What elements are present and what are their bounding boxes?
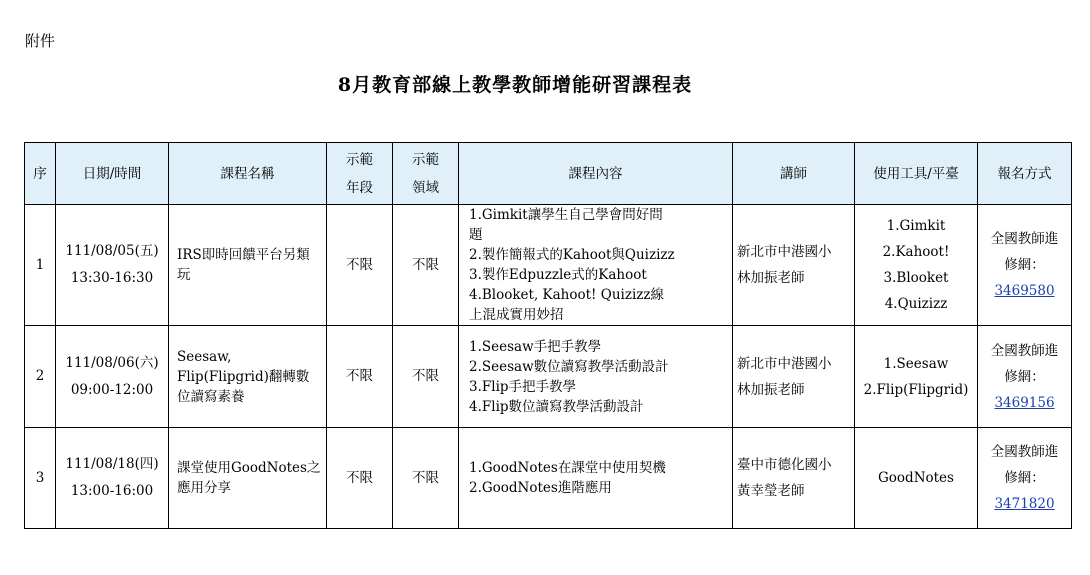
cell-content [459,428,733,529]
content-line: 1.Gimkit讓學生自己學會問好問 [469,207,663,223]
cell-teacher [733,205,855,326]
cell-field: 不限 [393,205,459,326]
content-line: 1.Seesaw手把手教學 [469,338,602,355]
register-line: 全國教師進 [990,444,1059,460]
header-field [393,143,459,205]
cell-course [169,428,327,529]
tool-item: 2.Kahoot! [882,244,950,260]
course-table [24,142,1072,529]
content-line: 4.Flip數位讀寫教學活動設計 [469,398,644,415]
content-line: 4.Blooket, Kahoot! Quizizz線 [469,287,665,303]
cell-grade: 不限 [327,326,393,428]
attachment-label: 附件 [25,32,56,50]
cell-seq: 1 [25,205,56,326]
teacher-line: 新北市中港國小 [737,355,832,372]
register-link[interactable]: 3469580 [994,283,1055,299]
teacher-line: 黃幸瑩老師 [737,483,805,499]
cell-grade: 不限 [327,205,393,326]
header-teacher: 講師 [733,143,855,205]
course-line: 應用分享 [177,480,231,496]
tool-item: 1.Seesaw [883,355,949,372]
table-row [25,428,1072,529]
course-line: Flip(Flipgrid)翻轉數 [177,368,310,385]
content-line: 1.GoodNotes在課堂中使用契機 [469,460,666,476]
course-line: Seesaw, [177,348,232,365]
header-field-line: 領域 [412,179,439,196]
cell-field: 不限 [393,428,459,529]
tool-item: 1.Gimkit [886,218,946,234]
tool-item: GoodNotes [878,470,954,486]
header-seq: 序 [25,143,56,205]
cell-field: 不限 [393,326,459,428]
header-date: 日期/時間 [56,143,169,205]
tool-item: 4.Quizizz [884,296,948,312]
register-line: 全國教師進 [990,231,1059,247]
header-grade [327,143,393,205]
content-line: 2.製作簡報式的Kahoot與Quizizz [469,247,675,263]
cell-date [56,205,169,326]
table-row [25,205,1072,326]
header-content: 課程內容 [459,143,733,205]
content-line: 上混成實用妙招 [469,307,564,323]
cell-date [56,326,169,428]
header-register: 報名方式 [978,143,1072,205]
header-course: 課程名稱 [169,143,327,205]
cell-tools [855,428,978,529]
teacher-line: 臺中市德化國小 [737,457,832,473]
date-text: 111/08/06(六) [65,354,159,371]
cell-grade: 不限 [327,428,393,529]
register-link[interactable]: 3471820 [994,496,1055,512]
teacher-line: 林加振老師 [737,270,805,286]
content-line: 題 [469,227,483,243]
cell-date [56,428,169,529]
page-title: 8月教育部線上教學教師增能研習課程表 [337,74,693,96]
time-text: 13:30-16:30 [70,270,154,286]
tool-item: 2.Flip(Flipgrid) [863,381,969,398]
register-line: 修網： [1004,470,1045,486]
course-line: IRS即時回饋平台另類 [177,247,310,263]
header-grade-line: 示範 [346,151,373,168]
time-text: 13:00-16:00 [70,483,154,499]
register-line: 全國教師進 [990,342,1059,359]
cell-content [459,326,733,428]
tool-item: 3.Blooket [883,270,949,286]
teacher-line: 新北市中港國小 [737,244,832,260]
header-tools: 使用工具/平臺 [855,143,978,205]
cell-tools [855,326,978,428]
cell-content [459,205,733,326]
cell-seq: 3 [25,428,56,529]
course-line: 玩 [177,267,191,283]
register-line: 修網： [1004,368,1045,385]
content-line: 3.Flip手把手教學 [469,378,577,395]
course-line: 位讀寫素養 [177,388,245,405]
table-row [25,326,1072,428]
content-line: 2.Seesaw數位讀寫教學活動設計 [469,358,669,375]
cell-register [978,205,1072,326]
cell-course [169,326,327,428]
time-text: 09:00-12:00 [70,381,154,398]
header-field-line: 示範 [412,151,439,168]
cell-course [169,205,327,326]
cell-teacher [733,326,855,428]
content-line: 2.GoodNotes進階應用 [469,480,612,496]
cell-register [978,428,1072,529]
cell-register [978,326,1072,428]
table-header-row [25,143,1072,205]
cell-seq: 2 [25,326,56,428]
teacher-line: 林加振老師 [737,381,805,398]
cell-teacher [733,428,855,529]
cell-tools [855,205,978,326]
header-grade-line: 年段 [346,179,373,196]
register-link[interactable]: 3469156 [994,394,1055,411]
date-text: 111/08/05(五) [65,243,159,259]
content-line: 3.製作Edpuzzle式的Kahoot [469,267,647,283]
course-line: 課堂使用GoodNotes之 [177,460,321,476]
register-line: 修網： [1004,257,1045,273]
date-text: 111/08/18(四) [65,456,159,472]
